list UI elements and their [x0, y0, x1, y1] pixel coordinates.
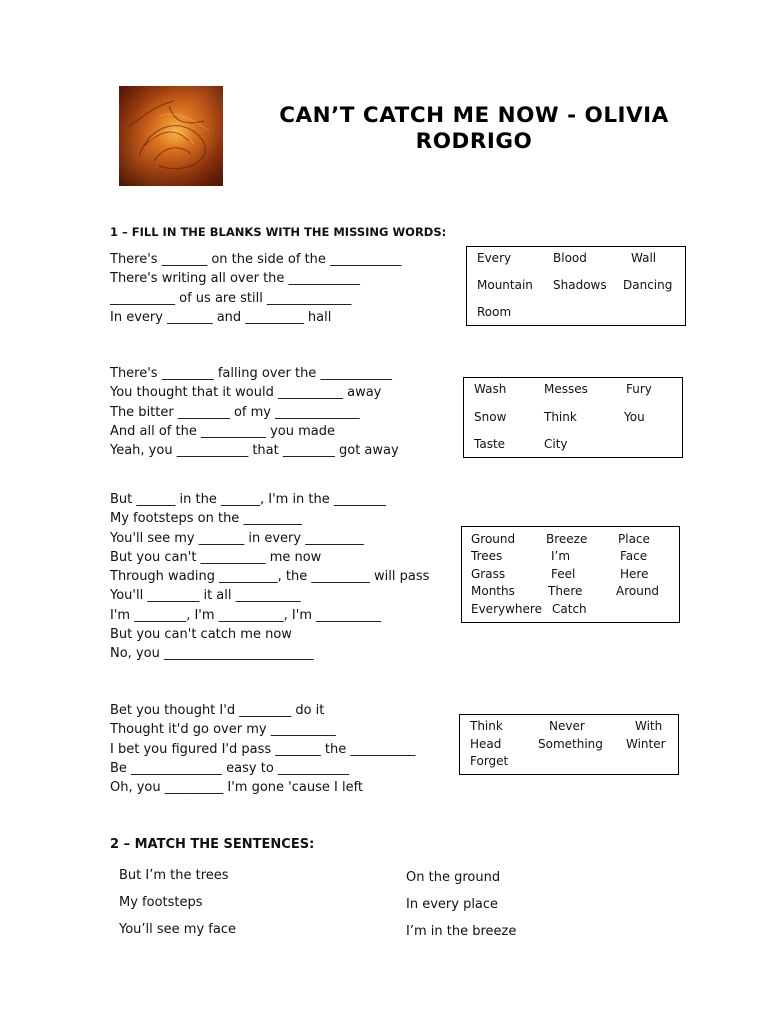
stanza-2 — [110, 364, 399, 460]
word-bank-word: Ground — [471, 532, 516, 546]
lyric-line: Thought it'd go over my __________ — [110, 722, 336, 738]
word-bank-word: Taste — [474, 437, 506, 451]
lyric-line: There's _______ on the side of the ___________ — [110, 252, 402, 267]
word-bank-word: Dancing — [623, 278, 673, 292]
word-bank-word: Months — [471, 584, 515, 598]
word-bank-1 — [466, 246, 686, 326]
match-right-item: On the ground — [406, 870, 501, 885]
word-bank-word: Think — [470, 719, 503, 733]
stanza-3 — [110, 490, 429, 664]
lyric-line: Oh, you _________ I'm gone 'cause I left — [110, 780, 364, 796]
album-cover-image — [119, 86, 223, 186]
word-bank-word: Feel — [551, 567, 576, 581]
word-bank-word: Fury — [626, 382, 652, 396]
lyric-line: Through wading _________, the _________ will pass — [110, 569, 430, 585]
word-bank-2 — [463, 377, 683, 458]
word-bank-3 — [461, 526, 680, 623]
stanza-4 — [110, 701, 415, 797]
word-bank-word: Snow — [474, 410, 507, 424]
word-bank-word: Trees — [471, 549, 503, 563]
lyric-line: The bitter ________ of my _____________ — [110, 404, 360, 420]
word-bank-word: Grass — [471, 567, 506, 581]
word-bank-word: Something — [538, 737, 603, 751]
word-bank-word: Wash — [474, 382, 507, 396]
match-right-item: I’m in the breeze — [406, 924, 517, 939]
title-line-1: CAN’T CATCH ME NOW - OLIVIA — [279, 103, 669, 128]
match-right-item: In every place — [406, 897, 499, 912]
match-left-item: My footsteps — [119, 895, 203, 910]
lyric-line: But you can't __________ me now — [110, 549, 322, 565]
section-2-heading: 2 – MATCH THE SENTENCES: — [110, 837, 315, 852]
word-bank-word: Place — [618, 532, 650, 546]
word-bank-4 — [459, 714, 679, 775]
word-bank-word: With — [635, 719, 663, 733]
lyric-line: There's ________ falling over the ___________ — [110, 366, 392, 381]
word-bank-word: Forget — [470, 754, 509, 768]
lyric-line: Be ______________ easy to ___________ — [110, 760, 350, 776]
stanza-1 — [110, 250, 402, 327]
word-bank-word: Messes — [544, 382, 588, 396]
lyric-line: Bet you thought I'd ________ do it — [110, 703, 325, 718]
word-bank-word: Blood — [553, 251, 587, 265]
lyric-line: And all of the __________ you made — [110, 423, 335, 439]
lyric-line: My footsteps on the _________ — [110, 511, 302, 527]
lyric-line: There's writing all over the ___________ — [110, 271, 361, 287]
lyric-line: You thought that it would __________ away — [110, 385, 382, 401]
word-bank-word: City — [544, 437, 568, 451]
lyric-line: __________ of us are still _____________ — [110, 290, 352, 306]
lyric-line: I'm ________, I'm __________, I'm __________ — [110, 607, 382, 623]
word-bank-word: Wall — [631, 251, 657, 265]
word-bank-word: You — [624, 410, 645, 424]
word-bank-word: Everywhere — [471, 602, 542, 616]
section-1-heading: 1 – FILL IN THE BLANKS WITH THE MISSING WORDS: — [110, 225, 447, 239]
word-bank-word: Every — [477, 251, 512, 265]
word-bank-word: Face — [620, 549, 648, 563]
lyric-line: Yeah, you ___________ that ________ got away — [110, 443, 399, 459]
word-bank-word: Catch — [552, 602, 587, 616]
word-bank-word: There — [548, 584, 583, 598]
word-bank-word: Around — [616, 584, 660, 598]
match-left-item: You’ll see my face — [119, 922, 236, 937]
lyric-line: In every _______ and _________ hall — [110, 309, 332, 325]
word-bank-word: Head — [470, 737, 502, 751]
word-bank-word: I’m — [551, 549, 571, 563]
lyric-line: I bet you figured I'd pass _______ the __________ — [110, 741, 416, 757]
lyric-line: No, you _______________________ — [110, 646, 314, 662]
lyric-line: But you can't catch me now — [110, 627, 292, 643]
word-bank-word: Winter — [626, 737, 666, 751]
page-title — [255, 103, 693, 149]
word-bank-word: Room — [477, 305, 512, 319]
match-left-item: But I’m the trees — [119, 868, 229, 883]
word-bank-word: Shadows — [553, 278, 607, 292]
word-bank-word: Breeze — [546, 532, 588, 546]
word-bank-word: Mountain — [477, 278, 533, 292]
lyric-line: You'll see my _______ in every _________ — [110, 530, 364, 546]
title-line-2: RODRIGO — [415, 129, 533, 149]
lyric-line: You'll ________ it all __________ — [110, 588, 301, 604]
word-bank-word: Here — [620, 567, 649, 581]
word-bank-word: Never — [549, 719, 585, 733]
lyric-line: But ______ in the ______, I'm in the ________ — [110, 492, 386, 507]
word-bank-word: Think — [544, 410, 577, 424]
